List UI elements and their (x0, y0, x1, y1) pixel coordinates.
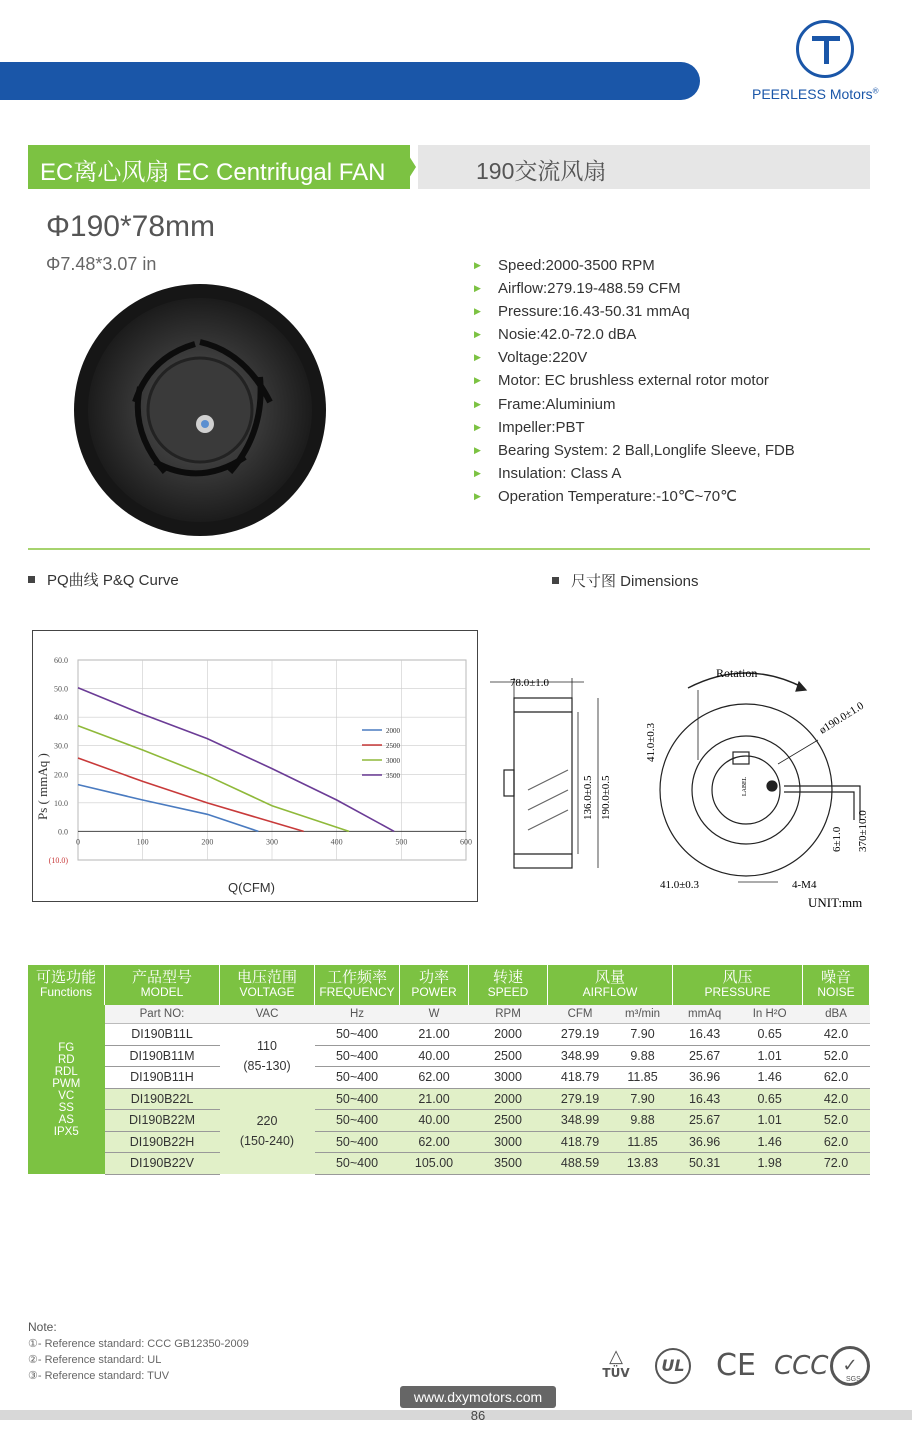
note-item: ③- Reference standard: TUV (28, 1370, 170, 1382)
y-tick-label: 10.0 (54, 798, 68, 808)
voltage-group-220: 220 (150-240) (220, 1088, 315, 1174)
frequency-cell: 50~400 (315, 1153, 400, 1175)
table-row (28, 1024, 870, 1046)
unit-cell: mmAq (672, 1005, 736, 1024)
tuv-cert-icon: △ TÜV (602, 1346, 630, 1380)
inh2o-cell: 1.98 (737, 1153, 803, 1175)
spec-item: ▶ Impeller:PBT (474, 418, 585, 436)
cfm-cell: 348.99 (548, 1110, 613, 1132)
table-row (28, 1045, 870, 1067)
logo-t-stem (824, 36, 829, 64)
table-row (28, 1131, 870, 1153)
y-tick-label: 20.0 (54, 770, 68, 780)
chart-y-label: Ps ( mmAq ) (35, 753, 50, 820)
unit-cell: W (400, 1005, 469, 1024)
pq-section-title: PQ曲线 P&Q Curve (28, 569, 179, 590)
cfm-cell: 279.19 (548, 1024, 613, 1046)
m3min-cell: 11.85 (613, 1131, 673, 1153)
model-cell: DI190B11L (105, 1024, 220, 1046)
hole-spacing-horizontal: 41.0±0.3 (660, 879, 700, 891)
bullet-triangle-icon: ▶ (474, 398, 481, 409)
screw-spec: 4-M4 (792, 879, 817, 891)
model-cell: DI190B11H (105, 1067, 220, 1089)
spec-item: ▶ Nosie:42.0-72.0 dBA (474, 326, 637, 344)
model-cell: DI190B22L (105, 1088, 220, 1110)
spec-table (28, 965, 870, 1175)
model-cell: DI190B22H (105, 1131, 220, 1153)
x-tick-label: 400 (330, 837, 343, 847)
x-tick-label: 600 (460, 837, 472, 847)
header-voltage: 电压范围 VOLTAGE (220, 965, 315, 1005)
power-cell: 40.00 (400, 1045, 469, 1067)
dimension-imperial: Φ7.48*3.07 in (46, 254, 157, 274)
header-bar (0, 62, 700, 100)
power-cell: 21.00 (400, 1024, 469, 1046)
unit-cell: In H²O (737, 1005, 803, 1024)
dimension-drawing (488, 660, 888, 916)
header-model: 产品型号 MODEL (105, 965, 220, 1005)
header-speed: 转速 SPEED (469, 965, 548, 1005)
header-pressure: 风压 PRESSURE (672, 965, 802, 1005)
table-row (28, 1153, 870, 1175)
m3min-cell: 7.90 (613, 1088, 673, 1110)
m3min-cell: 7.90 (613, 1024, 673, 1046)
y-tick-label: 60.0 (54, 656, 68, 665)
brand-name: PEERLESS Motors® (752, 86, 879, 102)
y-tick-label: 30.0 (54, 741, 68, 751)
legend-label: 2500 (386, 742, 400, 750)
unit-label: UNIT:mm (808, 895, 863, 910)
table-units-row (28, 1005, 870, 1024)
m3min-cell: 9.88 (613, 1110, 673, 1132)
table-row (28, 1088, 870, 1110)
cfm-cell: 279.19 (548, 1088, 613, 1110)
legend-label: 3000 (386, 757, 400, 765)
spec-item: ▶ Motor: EC brushless external rotor motor (474, 372, 769, 390)
inh2o-cell: 1.01 (737, 1045, 803, 1067)
x-tick-label: 0 (76, 837, 80, 847)
speed-cell: 3500 (469, 1153, 548, 1175)
hole-spacing-vertical: 41.0±0.3 (645, 722, 657, 762)
spec-item: ▶ Speed:2000-3500 RPM (474, 257, 655, 274)
spec-item: ▶ Airflow:279.19-488.59 CFM (474, 280, 681, 298)
legend-label: 3500 (386, 772, 400, 780)
speed-cell: 3000 (469, 1131, 548, 1153)
unit-cell: dBA (803, 1005, 870, 1024)
mmaq-cell: 50.31 (672, 1153, 736, 1175)
inh2o-cell: 0.65 (737, 1024, 803, 1046)
inh2o-cell: 1.46 (737, 1131, 803, 1153)
pq-chart (32, 630, 478, 902)
product-title: EC离心风扇 EC Centrifugal FAN (40, 159, 386, 186)
sgs-cert-label: SGS (846, 1376, 861, 1383)
frequency-cell: 50~400 (315, 1045, 400, 1067)
chart-x-label: Q(CFM) (228, 880, 275, 895)
unit-cell: RPM (469, 1005, 548, 1024)
bullet-triangle-icon: ▶ (474, 375, 481, 386)
header-power: 功率 POWER (400, 965, 469, 1005)
y-tick-label: (10.0) (48, 856, 68, 865)
y-tick-label: 50.0 (54, 684, 68, 694)
bullet-triangle-icon: ▶ (474, 421, 481, 432)
noise-cell: 72.0 (803, 1153, 870, 1175)
inh2o-cell: 0.65 (737, 1088, 803, 1110)
outer-dimension: 190.0±0.5 (600, 775, 612, 820)
bullet-triangle-icon: ▶ (474, 467, 481, 478)
bullet-triangle-icon: ▶ (474, 329, 481, 340)
table-row (28, 1110, 870, 1132)
unit-cell: Part NO: (105, 1005, 220, 1024)
x-tick-label: 500 (395, 837, 408, 847)
power-cell: 40.00 (400, 1110, 469, 1132)
cfm-cell: 348.99 (548, 1045, 613, 1067)
note-item: ②- Reference standard: UL (28, 1354, 162, 1366)
product-subtitle: 190交流风扇 (476, 158, 607, 184)
functions-cell: FG RD RDL PWM VC SS AS IPX5 (28, 1005, 105, 1174)
diameter-dimension: ø190.0±1.0 (817, 699, 867, 737)
power-cell: 62.00 (400, 1131, 469, 1153)
mmaq-cell: 25.67 (672, 1045, 736, 1067)
frequency-cell: 50~400 (315, 1110, 400, 1132)
notes-title: Note: (28, 1320, 57, 1334)
noise-cell: 62.0 (803, 1131, 870, 1153)
model-cell: DI190B11M (105, 1045, 220, 1067)
page-number: 86 (470, 1408, 486, 1423)
table-header-row (28, 965, 870, 1005)
power-cell: 21.00 (400, 1088, 469, 1110)
mmaq-cell: 25.67 (672, 1110, 736, 1132)
inh2o-cell: 1.01 (737, 1110, 803, 1132)
spec-item: ▶ Insulation: Class A (474, 464, 622, 482)
frequency-cell: 50~400 (315, 1067, 400, 1089)
unit-cell: m³/min (613, 1005, 673, 1024)
legend-label: 2000 (386, 727, 400, 735)
noise-cell: 62.0 (803, 1067, 870, 1089)
footer-url[interactable]: www.dxymotors.com (400, 1386, 556, 1408)
m3min-cell: 13.83 (613, 1153, 673, 1175)
y-tick-label: 0.0 (58, 827, 68, 837)
bullet-square-icon (552, 577, 559, 584)
x-tick-label: 300 (266, 837, 278, 847)
voltage-group-110: 110 (85-130) (220, 1024, 315, 1089)
speed-cell: 2500 (469, 1045, 548, 1067)
inner-dimension: 136.0±0.5 (582, 775, 594, 820)
cfm-cell: 488.59 (548, 1153, 613, 1175)
header-frequency: 工作频率 FREQUENCY (315, 965, 400, 1005)
bullet-triangle-icon: ▶ (474, 352, 481, 363)
cfm-cell: 418.79 (548, 1131, 613, 1153)
mmaq-cell: 36.96 (672, 1067, 736, 1089)
bullet-triangle-icon: ▶ (474, 490, 481, 501)
spec-item: ▶ Frame:Aluminium (474, 395, 616, 413)
spec-item: ▶ Bearing System: 2 Ball,Longlife Sleeve, FDB (474, 441, 795, 459)
ce-cert-icon: CE (716, 1348, 756, 1383)
x-tick-label: 200 (201, 837, 214, 847)
power-cell: 105.00 (400, 1153, 469, 1175)
table-row (28, 1067, 870, 1089)
cfm-cell: 418.79 (548, 1067, 613, 1089)
spec-list (474, 256, 795, 510)
width-dimension: 78.0±1.0 (510, 677, 550, 689)
spec-item: ▶ Pressure:16.43-50.31 mmAq (474, 303, 690, 321)
unit-cell: Hz (315, 1005, 400, 1024)
power-cell: 62.00 (400, 1067, 469, 1089)
lead-length-long: 370±10.0 (857, 810, 869, 852)
noise-cell: 42.0 (803, 1088, 870, 1110)
note-item: ①- Reference standard: CCC GB12350-2009 (28, 1338, 249, 1350)
speed-cell: 2000 (469, 1088, 548, 1110)
header-airflow: 风量 AIRFLOW (548, 965, 673, 1005)
sgs-cert-icon: ✓ (830, 1346, 870, 1386)
header-noise: 噪音 NOISE (803, 965, 870, 1005)
bullet-triangle-icon: ▶ (474, 444, 481, 455)
bullet-triangle-icon: ▶ (474, 283, 481, 294)
dims-section-title: 尺寸图 Dimensions (552, 570, 699, 591)
noise-cell: 52.0 (803, 1110, 870, 1132)
bullet-triangle-icon: ▶ (474, 260, 481, 270)
bullet-triangle-icon: ▶ (474, 306, 481, 317)
x-tick-label: 100 (136, 837, 149, 847)
model-cell: DI190B22V (105, 1153, 220, 1175)
noise-cell: 42.0 (803, 1024, 870, 1046)
unit-cell: CFM (548, 1005, 613, 1024)
mmaq-cell: 36.96 (672, 1131, 736, 1153)
mmaq-cell: 16.43 (672, 1024, 736, 1046)
speed-cell: 2000 (469, 1024, 548, 1046)
mmaq-cell: 16.43 (672, 1088, 736, 1110)
lead-length-short: 6±1.0 (831, 826, 843, 852)
ul-cert-icon: UL (655, 1348, 691, 1384)
fan-photo (70, 282, 330, 538)
unit-cell: VAC (220, 1005, 315, 1024)
header-functions: 可选功能 Functions (28, 965, 105, 1005)
m3min-cell: 11.85 (613, 1067, 673, 1089)
frequency-cell: 50~400 (315, 1024, 400, 1046)
m3min-cell: 9.88 (613, 1045, 673, 1067)
title-band-arrow (402, 145, 416, 189)
noise-cell: 52.0 (803, 1045, 870, 1067)
y-tick-label: 40.0 (54, 713, 68, 723)
spec-item: ▶ Operation Temperature:-10℃~70℃ (474, 487, 737, 505)
model-cell: DI190B22M (105, 1110, 220, 1132)
rotation-label: Rotation (716, 666, 758, 680)
speed-cell: 2500 (469, 1110, 548, 1132)
frequency-cell: 50~400 (315, 1131, 400, 1153)
notes (28, 1320, 249, 1382)
label-tag: LABEL (742, 776, 748, 796)
bullet-square-icon (28, 576, 35, 583)
dimension-metric: Φ190*78mm (46, 210, 216, 243)
frequency-cell: 50~400 (315, 1088, 400, 1110)
section-divider (28, 548, 870, 550)
spec-item: ▶ Voltage:220V (474, 349, 588, 367)
ccc-cert-icon: CCC (774, 1351, 829, 1381)
inh2o-cell: 1.46 (737, 1067, 803, 1089)
speed-cell: 3000 (469, 1067, 548, 1089)
